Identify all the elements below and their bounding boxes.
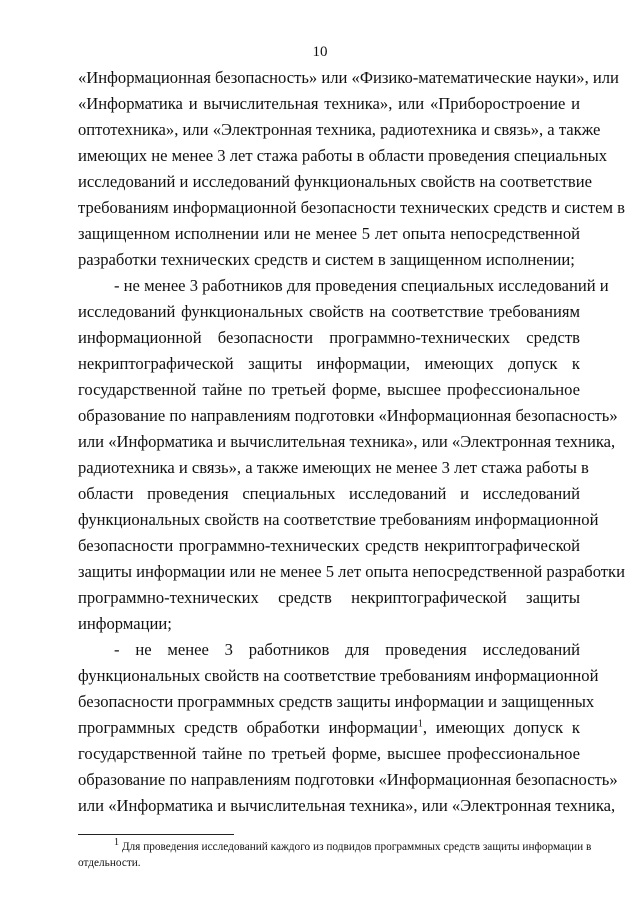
text-line: исследований и исследований функциональных свойств на соответствие xyxy=(78,172,592,191)
text-line: функциональных свойств на соответствие требованиям информационной xyxy=(78,510,599,529)
text-line-with-footnote-ref xyxy=(78,718,580,738)
text-line: радиотехника и связь», а также имеющих не менее 3 лет стажа работы в xyxy=(78,458,589,477)
footnote-text: Для проведения исследований каждого из подвидов программных средств защиты информации в xyxy=(121,841,592,853)
footnote-separator xyxy=(78,834,234,835)
footnote-marker: 1 xyxy=(114,837,119,849)
footnote-reference[interactable]: 1 xyxy=(417,718,423,730)
text-line: государственной тайне по третьей форме, высшее профессиональное xyxy=(78,744,580,763)
text-line: образование по направлениям подготовки «Информационная безопасность» xyxy=(78,770,618,789)
text-line: безопасности программно-технических средств некриптографической xyxy=(78,536,580,555)
text-line: защиты информации или не менее 5 лет опыта непосредственной разработки xyxy=(78,562,626,581)
text-line: информационной безопасности программно-технических средств xyxy=(78,328,580,347)
text-line: оптотехника», или «Электронная техника, радиотехника и связь», а также xyxy=(78,120,601,139)
footnote-line: отдельности. xyxy=(78,857,141,869)
text-line: информации; xyxy=(78,614,172,633)
text-line: безопасности программных средств защиты информации и защищенных xyxy=(78,692,595,711)
text-line: - не менее 3 работников для проведения исследований xyxy=(114,640,580,659)
text-fragment: , имеющих допуск к xyxy=(422,718,580,737)
text-line: требованиям информационной безопасности технических средств и систем в xyxy=(78,198,625,217)
text-line: защищенном исполнении или не менее 5 лет опыта непосредственной xyxy=(78,224,580,243)
text-line: государственной тайне по третьей форме, высшее профессиональное xyxy=(78,380,580,399)
text-line: «Информатика и вычислительная техника», или «Приборостроение и xyxy=(78,94,580,113)
footnote-line xyxy=(114,837,592,854)
text-line: разработки технических средств и систем в защищенном исполнении; xyxy=(78,250,575,269)
text-line: или «Информатика и вычислительная техника», или «Электронная техника, xyxy=(78,796,616,815)
text-line: функциональных свойств на соответствие требованиям информационной xyxy=(78,666,599,685)
text-line: образование по направлениям подготовки «Информационная безопасность» xyxy=(78,406,618,425)
text-line: исследований функциональных свойств на соответствие требованиям xyxy=(78,302,580,321)
text-fragment: программных средств обработки информации xyxy=(78,718,418,737)
text-line: области проведения специальных исследований и исследований xyxy=(78,484,580,503)
text-line: «Информационная безопасность» или «Физико-математические науки», или xyxy=(78,68,619,87)
text-line: программно-технических средств некриптографической защиты xyxy=(78,588,580,607)
text-line: - не менее 3 работников для проведения специальных исследований и xyxy=(114,276,609,295)
text-line: некриптографической защиты информации, имеющих допуск к xyxy=(78,354,580,373)
text-line: или «Информатика и вычислительная техника», или «Электронная техника, xyxy=(78,432,616,451)
page-number: 10 xyxy=(312,44,328,60)
text-line: имеющих не менее 3 лет стажа работы в области проведения специальных xyxy=(78,146,608,165)
